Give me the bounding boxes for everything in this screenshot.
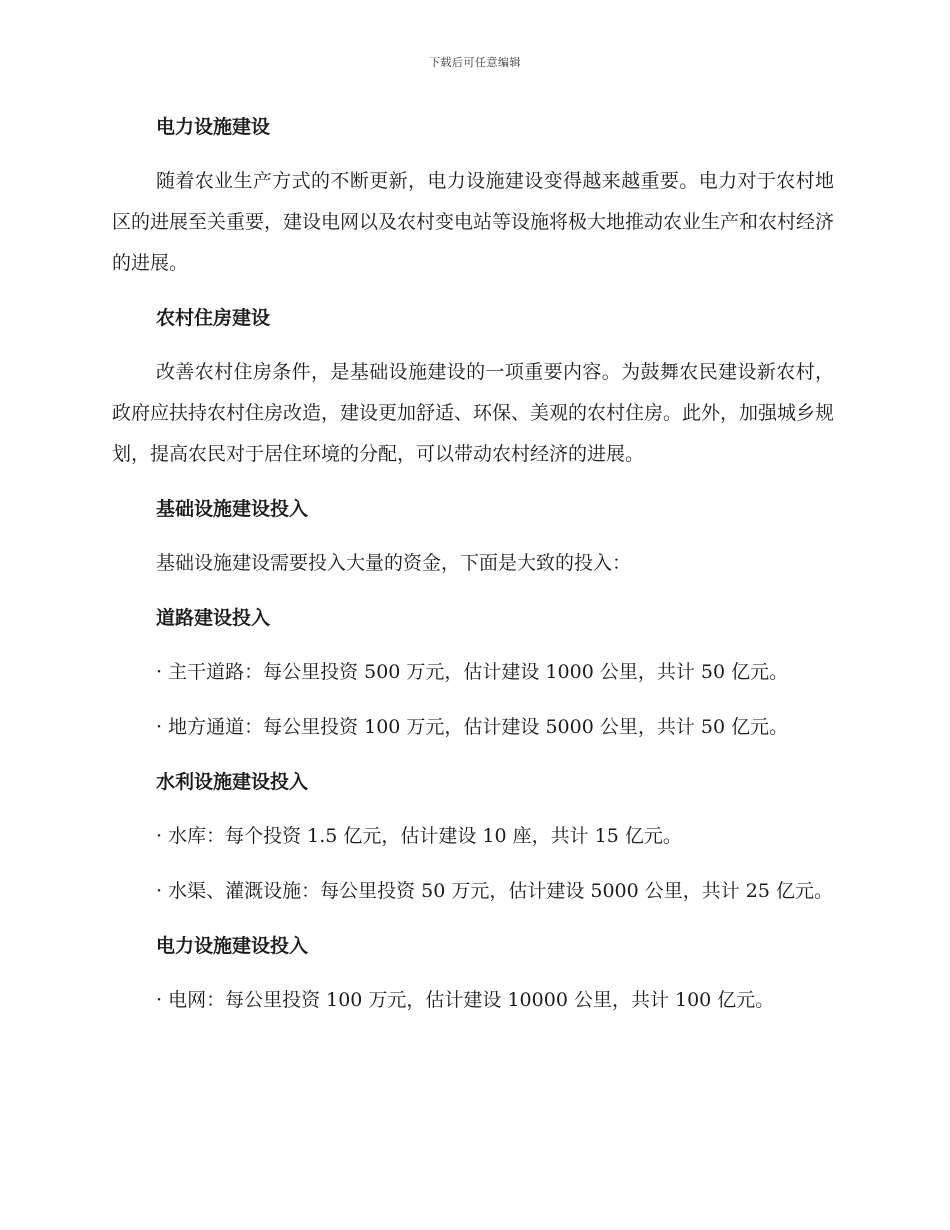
paragraph-housing: 改善农村住房条件，是基础设施建设的一项重要内容。为鼓舞农民建设新农村，政府应扶持农村住房改造，建设更加舒适、环保、美观的农村住房。此外，加强城乡规划，提高农民对于居住环境的分配，可以带动农村经济的进展。 [112, 361, 835, 465]
section-heading-water-investment: 水利设施建设投入 [156, 771, 309, 793]
list-item-power-grid: · 电网：每公里投资 100 万元，估计建设 10000 公里，共计 100 亿元。 [156, 989, 775, 1011]
list-item-local-road: · 地方通道：每公里投资 100 万元，估计建设 5000 公里，共计 50 亿元。 [156, 716, 789, 738]
page-header: 下载后可任意编辑 [429, 56, 521, 69]
list-item-reservoir: · 水库：每个投资 1.5 亿元，估计建设 10 座，共计 15 亿元。 [156, 825, 682, 847]
document-body [112, 107, 834, 1035]
paragraph-investment: 基础设施建设需要投入大量的资金，下面是大致的投入： [156, 552, 632, 574]
section-heading-road-investment: 道路建设投入 [156, 607, 271, 629]
list-item-main-road: · 主干道路：每公里投资 500 万元，估计建设 1000 公里，共计 50 亿元。 [156, 661, 789, 683]
section-heading-power: 电力设施建设 [156, 116, 271, 138]
section-heading-investment: 基础设施建设投入 [156, 498, 309, 520]
list-item-irrigation: · 水渠、灌溉设施：每公里投资 50 万元，估计建设 5000 公里，共计 25 亿元。 [156, 880, 834, 902]
section-heading-power-investment: 电力设施建设投入 [156, 935, 309, 957]
section-heading-housing: 农村住房建设 [156, 307, 271, 329]
paragraph-power: 随着农业生产方式的不断更新，电力设施建设变得越来越重要。电力对于农村地区的进展至关重要，建设电网以及农村变电站等设施将极大地推动农业生产和农村经济的进展。 [112, 170, 835, 274]
